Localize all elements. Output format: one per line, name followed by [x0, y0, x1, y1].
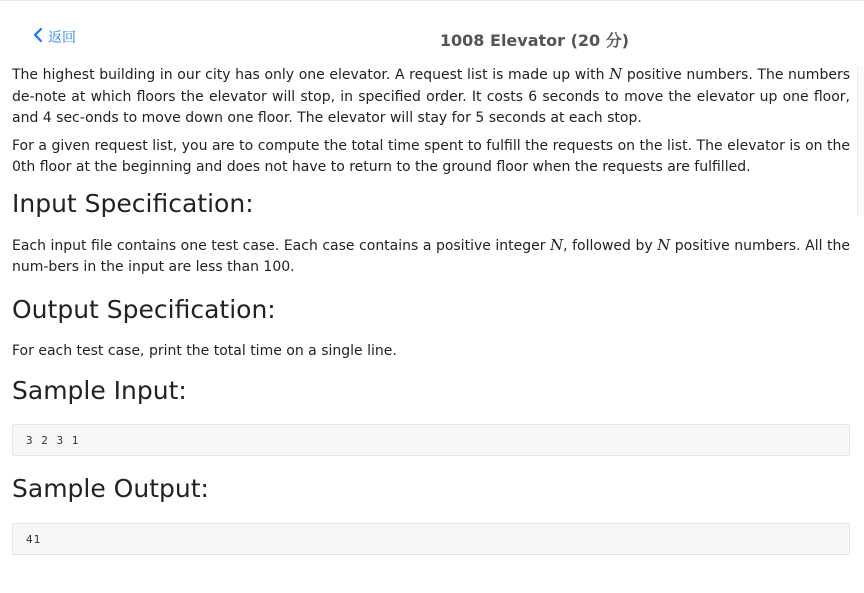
output-spec-heading: Output Specification: [12, 294, 276, 324]
math-variable-n: N [657, 235, 671, 254]
sample-input-value: 3 2 3 1 [26, 433, 80, 447]
p1-text-a: The highest building in our city has only one elevator. A request list is made up with [12, 67, 610, 83]
sample-output-heading: Sample Output: [12, 474, 209, 503]
problem-body [12, 64, 850, 555]
output-spec-text: For each test case, print the total time on a single line. [12, 342, 397, 359]
input-spec-text [12, 235, 850, 279]
sample-output-value: 41 [26, 532, 42, 546]
input-text-b: , followed by [563, 237, 658, 254]
description-paragraph-2: For a given request list, you are to compute the total time spent to fulfill the requests on the list. The elevator is on the 0th floor at the beginning and does not have to return to the ground floor when the requests are fulfilled. [12, 137, 850, 175]
header-bar [0, 0, 864, 70]
math-variable-n: N [550, 235, 564, 254]
sample-output-code[interactable] [12, 523, 850, 555]
input-text-c: positive numbers. All the num-bers in the input are less than 100. [12, 237, 850, 275]
description-paragraph-1 [12, 64, 850, 130]
sample-input-code[interactable] [12, 424, 850, 456]
input-spec-heading: Input Specification: [12, 188, 254, 218]
input-text-a: Each input file contains one test case. Each case contains a positive integer [12, 237, 551, 254]
p1-text-b: positive numbers. The numbers de-note at which floors the elevator will stop, in specified order. It costs 6 seconds to move the elevator up one floor, and 4 sec-onds to move down one floor. The elevator will stay for 5 seconds at each stop. [12, 67, 850, 126]
back-label: 返回 [48, 30, 76, 46]
sample-input-heading: Sample Input: [12, 376, 187, 405]
math-variable-n: N [609, 65, 623, 83]
problem-title: 1008 Elevator (20 分) [439, 31, 630, 50]
scrollbar[interactable] [857, 66, 864, 216]
